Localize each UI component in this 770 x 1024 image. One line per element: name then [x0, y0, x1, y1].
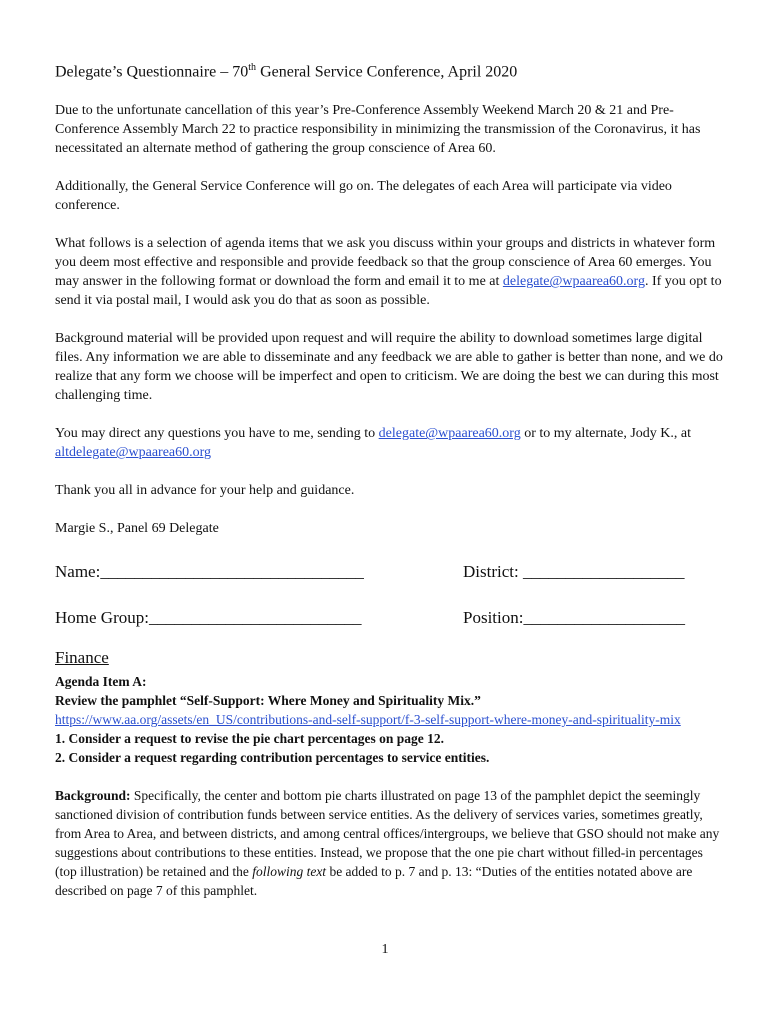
agenda-item-2: 2. Consider a request regarding contribution percentages to service entities.	[55, 750, 490, 766]
paragraph-conference: Additionally, the General Service Conference will go on. The delegates of each Area will participate via video conference.	[55, 179, 672, 214]
section-heading-finance: Finance	[55, 648, 109, 668]
review-pamphlet-line: Review the pamphlet “Self-Support: Where Money and Spirituality Mix.”	[55, 693, 481, 709]
paragraph-thanks: Thank you all in advance for your help and guidance.	[55, 483, 355, 499]
document-page	[55, 62, 723, 900]
alternate-email-link[interactable]: altdelegate@wpaarea60.org	[55, 445, 212, 461]
questions-middle: or to my alternate, Jody K., at	[520, 426, 692, 442]
background-text-end: be added to p. 7 and p. 13: “Duties of the entities notated above are described on page 7 of this pamphlet.	[55, 864, 693, 899]
page-number: 1	[381, 942, 389, 957]
background-text: Specifically, the center and bottom pie charts illustrated on page 13 of the pamphlet depict the seemingly sanctioned division of contribution funds between service entities. As the delivery of services varies, sometimes greatly, from Area to Area, and between districts, and among central offices/intergroups, we believe that GSO should not make any suggestions about contributions to these entities. Instead, we propose that the one pie chart without filled-in percentages (top illustration) be retained and the	[55, 788, 720, 880]
page-title	[55, 62, 723, 81]
paragraph-agenda-after: . If you opt to send it via postal mail, I would ask you do that as soon as possible.	[55, 274, 722, 309]
pamphlet-url-line	[55, 710, 723, 729]
background-italic: following text	[252, 864, 327, 880]
agenda-item-1: 1. Consider a request to revise the pie chart percentages on page 12.	[55, 731, 444, 747]
agenda-item-label: Agenda Item A:	[55, 674, 147, 690]
title-superscript: th	[248, 62, 257, 73]
home-group-field[interactable]: Home Group:_________________________	[55, 608, 362, 628]
form-row-group	[55, 608, 703, 628]
questions-text: You may direct any questions you have to me, sending to	[55, 426, 379, 442]
delegate-email-link[interactable]: delegate@wpaarea60.org	[502, 274, 645, 290]
paragraph-background-material: Background material will be provided upon request and will require the ability to download sometimes large digital files. Any information we are able to disseminate and any feedback we are able to gather is better than none, and we do realize that any form we choose will be imperfect and open to criticism. We are doing the best we can during this most challenging time.	[55, 331, 723, 404]
background-paragraph	[55, 786, 723, 900]
paragraph-cancellation: Due to the unfortunate cancellation of this year’s Pre-Conference Assembly Weekend March 20 & 21 and Pre-Conference Assembly March 22 to practice responsibility in minimizing the transmission of the Coronavirus, it has necessitated an alternate method of gathering the group conscience of Area 60.	[55, 103, 701, 157]
position-field[interactable]: Position:___________________	[463, 608, 685, 628]
delegate-email-link-2[interactable]: delegate@wpaarea60.org	[378, 426, 521, 442]
title-text: Delegate’s Questionnaire – 70	[55, 63, 249, 81]
paragraph-agenda	[55, 234, 723, 310]
form-row-name	[55, 562, 703, 582]
district-field[interactable]: District: ___________________	[463, 562, 685, 582]
paragraph-questions	[55, 424, 723, 462]
signature-line: Margie S., Panel 69 Delegate	[55, 521, 219, 537]
background-label: Background:	[55, 788, 131, 804]
name-field[interactable]: Name:_______________________________	[55, 562, 364, 582]
title-text-end: General Service Conference, April 2020	[256, 63, 518, 81]
pamphlet-url-link[interactable]: https://www.aa.org/assets/en_US/contributions-and-self-support/f-3-self-support-where-money-and-spirituality-mix	[55, 712, 681, 728]
paragraph-agenda-text: What follows is a selection of agenda items that we ask you discuss within your groups and districts in whatever form you deem most effective and responsible and provide feedback so that the group conscience of Area 60 emerges. You may answer in the following format or download the form and email it to me at	[55, 236, 716, 290]
